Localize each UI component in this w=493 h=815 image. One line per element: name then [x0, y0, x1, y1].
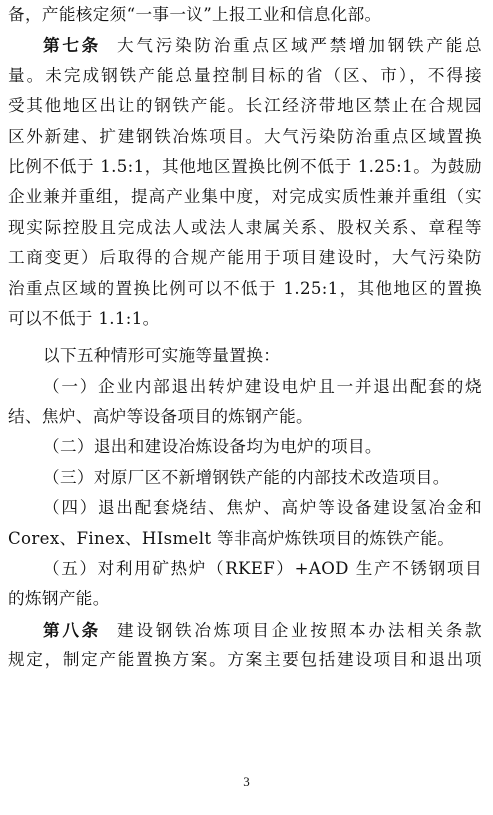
- article-8-heading: 第八条: [43, 619, 102, 640]
- text-line: 受其他地区出让的钢铁产能。长江经济带地区禁止在合规园: [8, 96, 482, 116]
- text-line: 工商变更）后取得的合规产能用于项目建设时，大气污染防: [8, 248, 482, 268]
- article-8-first-line: [8, 615, 482, 645]
- equal-replacement-lead: 以下五种情形可实施等量置换：: [43, 346, 281, 366]
- body-text: [8, 0, 482, 676]
- text-line: 区外新建、扩建钢铁冶炼项目。大气污染防治重点区域置换: [8, 126, 482, 146]
- case-5-line-1: （五）对利用矿热炉（RKEF）+AOD 生产不锈钢项目: [43, 559, 482, 579]
- case-2: （二）退出和建设冶炼设备均为电炉的项目。: [43, 437, 382, 457]
- case-4-line-2: Corex、Finex、HIsmelt 等非高炉炼铁项目的炼铁产能。: [8, 528, 455, 548]
- page-number: 3: [243, 774, 250, 789]
- case-1-line-2: 结、焦炉、高炉等设备项目的炼钢产能。: [8, 407, 313, 427]
- article-7-heading: 第七条: [43, 35, 102, 56]
- text-line: 现实际控股且完成法人或法人隶属关系、股权关系、章程等: [8, 217, 482, 237]
- text-line: 企业兼并重组，提高产业集中度，对完成实质性兼并重组（实: [8, 187, 482, 207]
- case-3: （三）对原厂区不新增钢铁产能的内部技术改造项目。: [43, 467, 450, 487]
- case-5-line-2: 的炼钢产能。: [8, 589, 110, 609]
- article-8-first-text: 建设钢铁冶炼项目企业按照本办法相关条款: [117, 620, 482, 640]
- article-7-first-text: 大气污染防治重点区域严禁增加钢铁产能总: [117, 36, 482, 56]
- text-line: 治重点区域的置换比例可以不低于 1.25:1，其他地区的置换: [8, 278, 482, 298]
- case-4-line-1: （四）退出配套烧结、焦炉、高炉等设备建设氢冶金和: [43, 498, 482, 518]
- text-line: 规定，制定产能置换方案。方案主要包括建设项目和退出项: [8, 650, 482, 670]
- case-1-line-1: （一）企业内部退出转炉建设电炉且一并退出配套的烧: [43, 376, 482, 396]
- article-7-first-line: [8, 30, 482, 60]
- text-line: 量。未完成钢铁产能总量控制目标的省（区、市），不得接: [8, 65, 482, 85]
- text-line: 备，产能核定须“一事一议”上报工业和信息化部。: [8, 5, 382, 24]
- text-line: 可以不低于 1.1:1。: [8, 308, 160, 328]
- text-line: 比例不低于 1.5:1，其他地区置换比例不低于 1.25:1。为鼓励: [8, 156, 482, 176]
